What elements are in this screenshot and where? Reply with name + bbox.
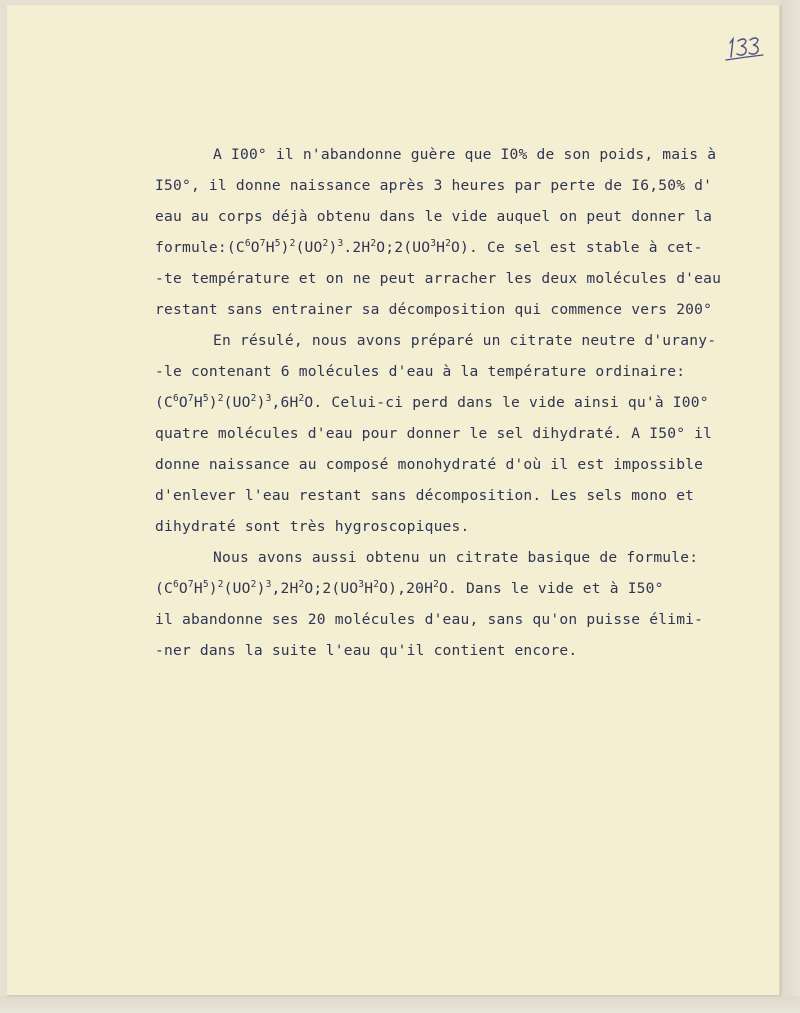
text-line: $(C^6O^7H^5)^2(UO^2)^3,2H^2O;2(UO^3H^2O),20H^2O$. Dans le vide et à I50° xyxy=(155,579,664,597)
scan-edge-bottom xyxy=(0,996,800,1013)
text-line: I50°, il donne naissance après 3 heures par perte de I6,50% d' xyxy=(155,177,713,194)
text-line: il abandonne ses 20 molécules d'eau, sans qu'on puisse élimi- xyxy=(155,611,704,628)
text-line: -ner dans la suite l'eau qu'il contient encore. xyxy=(155,642,578,659)
text-line: $formule:(C^6O^7H^5)^2(UO^2)^3.2H^2O;2(UO^3H^2O)$. Ce sel est stable à cet- xyxy=(155,238,703,256)
scan-edge-right xyxy=(780,0,800,1013)
text-line: -te température et on ne peut arracher les deux molécules d'eau xyxy=(155,270,722,287)
text-line: dihydraté sont très hygroscopiques. xyxy=(155,518,470,535)
text-line: En résulé, nous avons préparé un citrate neutre d'urany- xyxy=(213,332,717,349)
text-line: eau au corps déjà obtenu dans le vide auquel on peut donner la xyxy=(155,208,713,225)
text-line: d'enlever l'eau restant sans décomposition. Les sels mono et xyxy=(155,487,695,504)
text-line: donne naissance au composé monohydraté d'où il est impossible xyxy=(155,456,704,473)
text-line: -le contenant 6 molécules d'eau à la température ordinaire: xyxy=(155,363,686,380)
text-line: $(C^6O^7H^5)^2(UO^2)^3,6H^2O$. Celui-ci perd dans le vide ainsi qu'à I00° xyxy=(155,393,709,411)
paper-sheet xyxy=(7,5,780,995)
typed-text xyxy=(7,5,779,995)
text-line: quatre molécules d'eau pour donner le sel dihydraté. A I50° il xyxy=(155,425,713,442)
text-line: A I00° il n'abandonne guère que I0% de son poids, mais à xyxy=(213,146,717,163)
text-line: restant sans entrainer sa décomposition qui commence vers 200° xyxy=(155,301,713,318)
text-line: Nous avons aussi obtenu un citrate basique de formule: xyxy=(213,549,699,566)
